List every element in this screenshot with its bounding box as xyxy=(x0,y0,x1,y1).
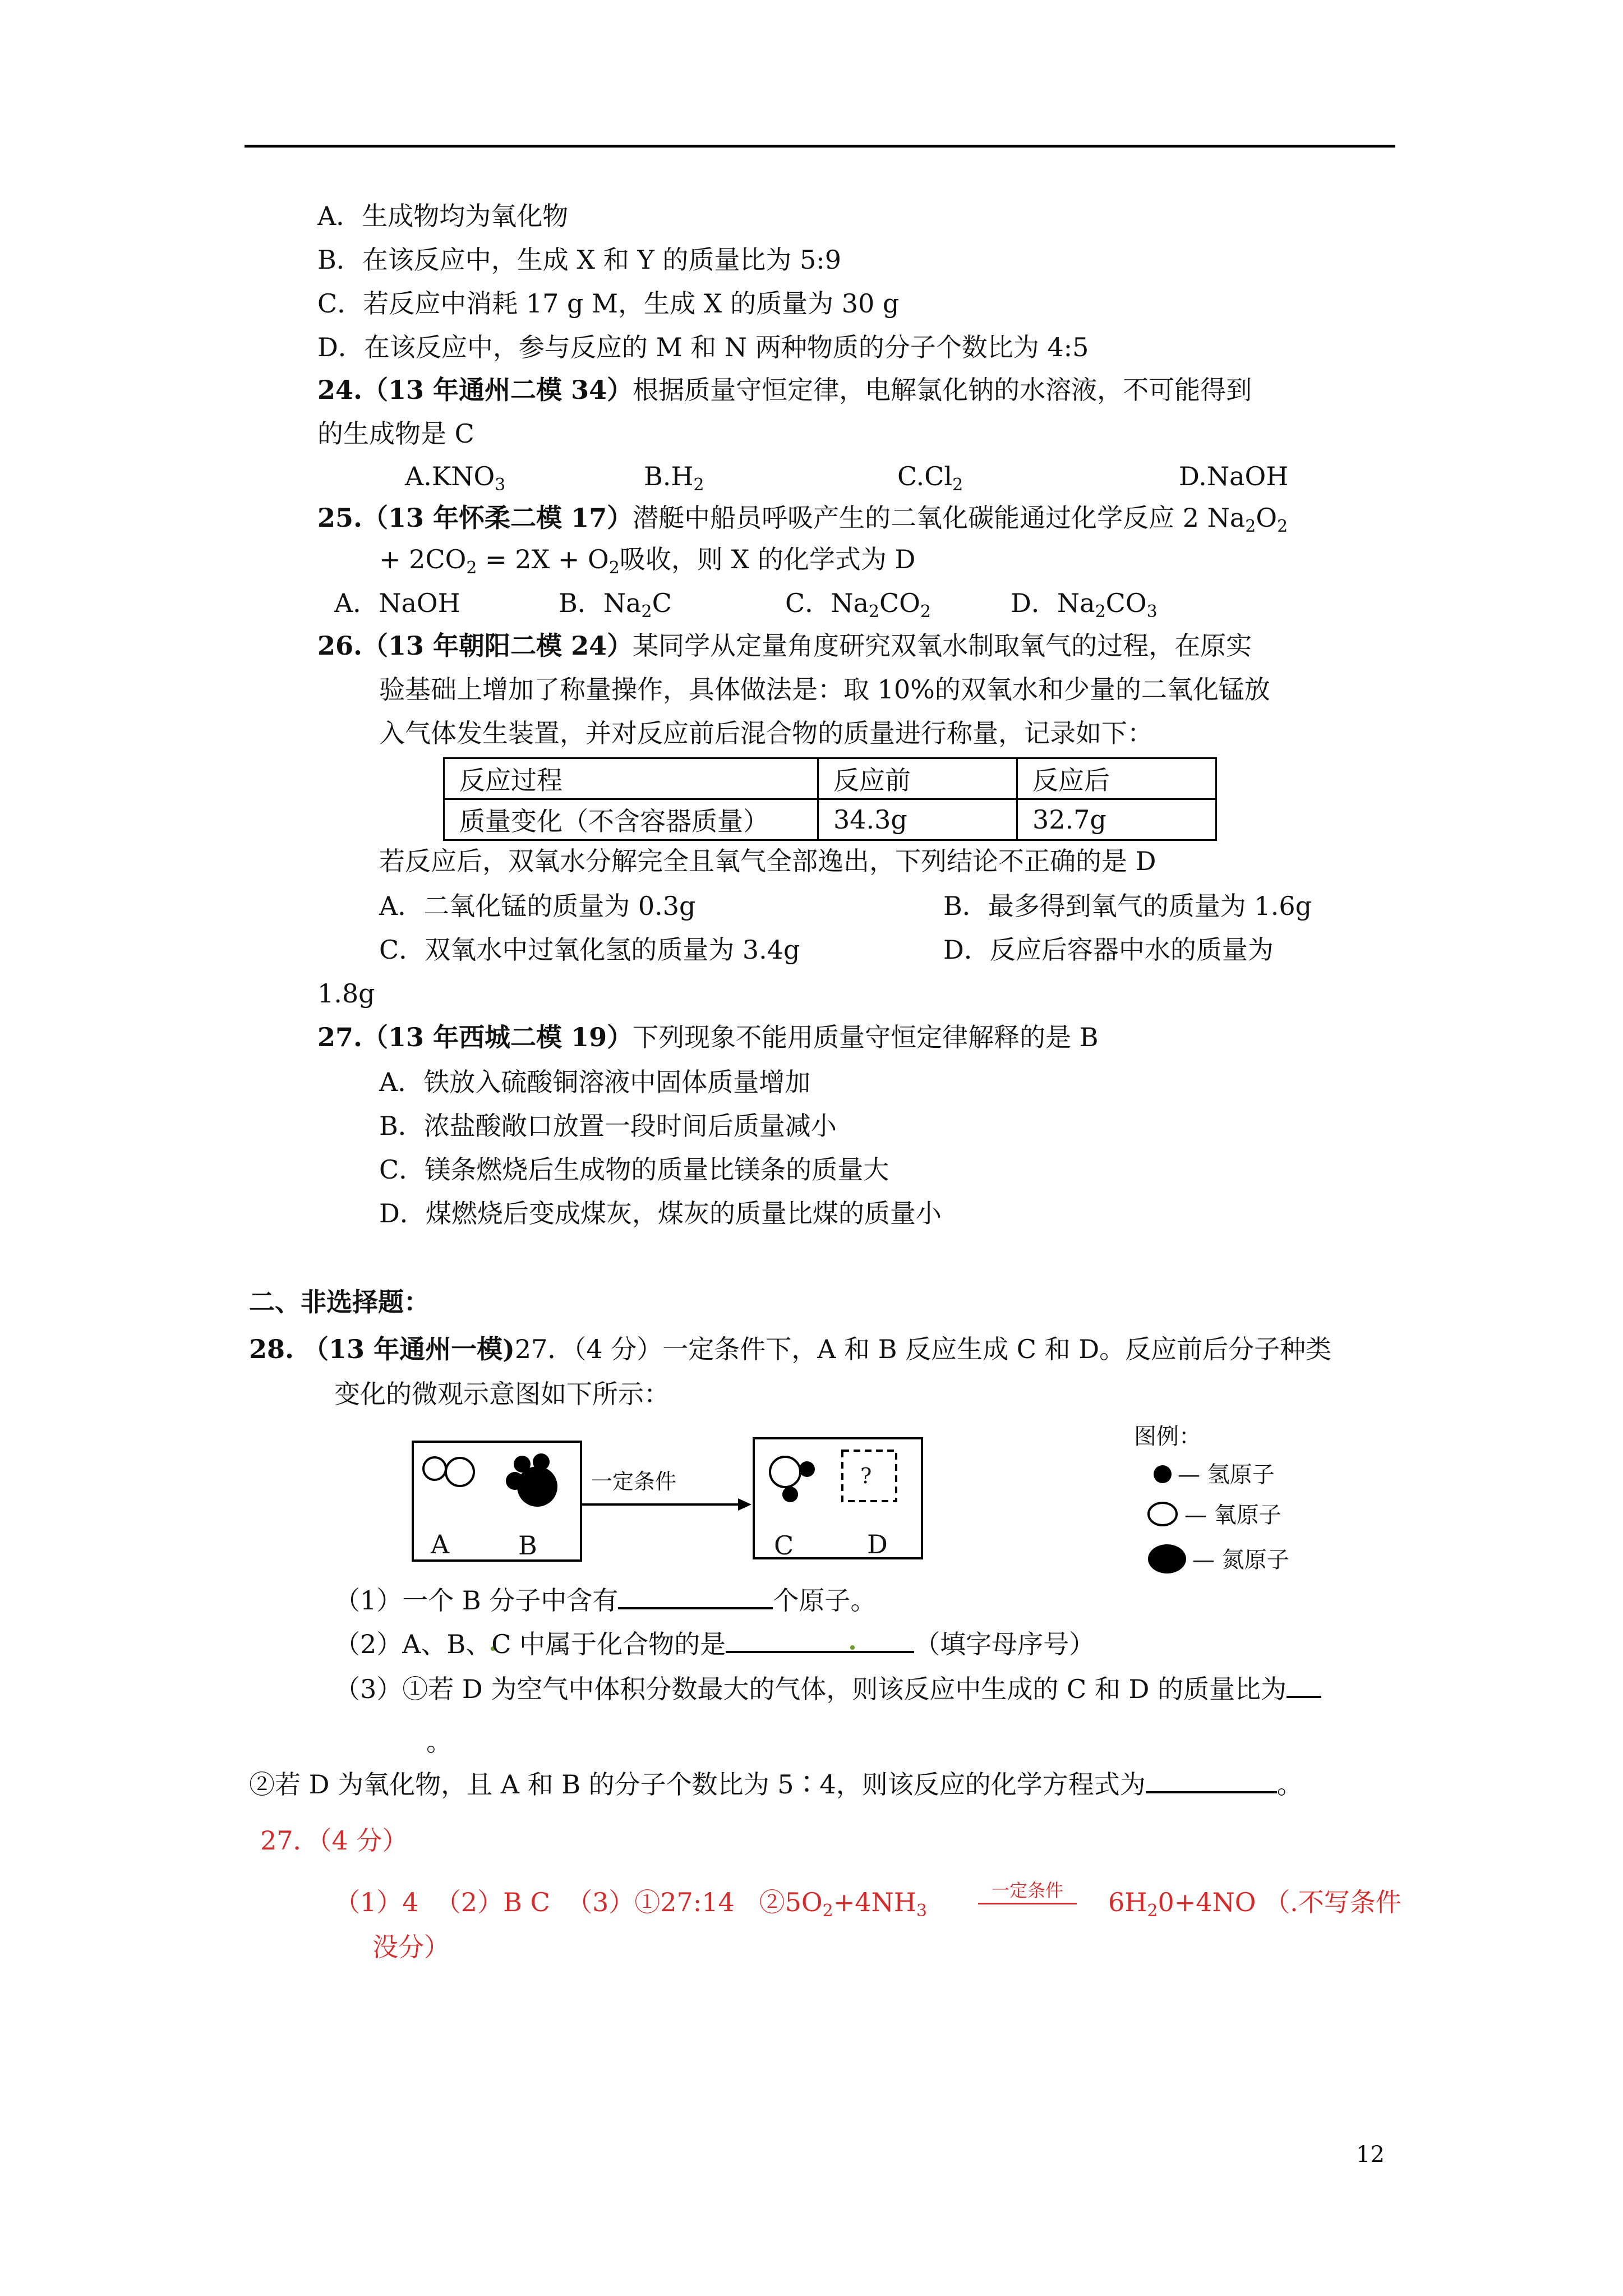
q27-option-a: A．铁放入硫酸铜溶液中固体质量增加 xyxy=(379,1067,811,1097)
q26-option-d-cont: 1.8g xyxy=(317,978,375,1009)
legend-title: 图例： xyxy=(1134,1424,1201,1450)
nitrogen-atom xyxy=(517,1466,557,1507)
q24-option-b: $B.H_2$ xyxy=(644,461,704,495)
table-header: 反应过程 xyxy=(444,758,818,799)
q24-option-c: $C.Cl_2$ xyxy=(897,461,963,495)
hydrogen-legend-marker xyxy=(1154,1465,1172,1483)
hydrogen-atom xyxy=(799,1461,815,1477)
q26-stem-line3: 入气体发生装置，并对反应前后混合物的质量进行称量，记录如下： xyxy=(379,718,1153,748)
legend-oxygen: — 氧原子 xyxy=(1184,1502,1281,1528)
nitrogen-legend-marker xyxy=(1148,1544,1186,1573)
answer-title: 27．（4 分） xyxy=(260,1825,408,1856)
equation-line xyxy=(978,1903,1077,1904)
q26-option-a: A．二氧化锰的质量为 0.3g xyxy=(379,891,696,921)
q26-option-c: C．双氧水中过氧化氢的质量为 3.4g xyxy=(379,935,800,965)
q26-option-b: B．最多得到氧气的质量为 1.6g xyxy=(943,891,1312,921)
answer-blank[interactable] xyxy=(1287,1673,1321,1698)
oxygen-legend-marker xyxy=(1149,1503,1177,1525)
q23-option-c: C．若反应中消耗 17 g M，生成 X 的质量为 30 g xyxy=(317,288,900,319)
q27-option-c: C．镁条燃烧后生成物的质量比镁条的质量大 xyxy=(379,1154,889,1185)
oxygen-atom xyxy=(770,1457,800,1487)
answer-line: （1）4 （2）B C （3）①27:14 $②5O_2+4NH_3$ xyxy=(334,1887,928,1921)
q26-stem: 26.（13 年朝阳二模 24）某同学从定量角度研究双氧水制取氧气的过程，在原实 xyxy=(317,631,1252,661)
q24-source: 24.（13 年通州二模 34） xyxy=(317,375,633,405)
q28-sub2: （2）A、B、C 中属于化合物的是 （填字母序号） xyxy=(334,1629,1095,1659)
q25-option-b: B．$Na_2C$ xyxy=(559,588,672,622)
hydrogen-atom xyxy=(782,1487,798,1502)
legend-nitrogen: — 氮原子 xyxy=(1192,1547,1289,1573)
q24-stem-line2: 的生成物是 C xyxy=(317,418,474,449)
q28-sub3-end: 。 xyxy=(426,1727,452,1757)
q25-stem: 25.（13 年怀柔二模 17）潜艇中船员呼吸产生的二氧化碳能通过化学反应 2 $Na_2O_2$ xyxy=(317,503,1288,536)
q24-option-a: $A.KNO_3$ xyxy=(405,461,506,495)
label-a: A xyxy=(431,1529,450,1559)
q28-stem-line2: 变化的微观示意图如下所示： xyxy=(334,1379,670,1409)
label-b: B xyxy=(518,1530,537,1561)
table-header: 反应后 xyxy=(1017,758,1216,799)
question-mark: ? xyxy=(860,1464,872,1488)
q25-option-a: A．NaOH xyxy=(334,588,460,618)
q26-stem-line2: 验基础上增加了称量操作，具体做法是：取 10%的双氧水和少量的二氧化锰放 xyxy=(379,674,1270,705)
table-cell: 质量变化（不含容器质量） xyxy=(444,799,818,840)
q27-stem: 27.（13 年西城二模 19）下列现象不能用质量守恒定律解释的是 B xyxy=(317,1022,1099,1052)
q25-option-c: C．$Na_2CO_2$ xyxy=(785,588,931,622)
oxygen-atom xyxy=(446,1458,474,1486)
section-heading: 二、非选择题： xyxy=(249,1287,430,1317)
oxygen-atom xyxy=(423,1457,446,1480)
reaction-arrow xyxy=(581,1498,751,1511)
q28-sub4: ②若 D 为氧化物，且 A 和 B 的分子个数比为 5∶4，则该反应的化学方程式为 。 xyxy=(249,1769,1303,1800)
page-number: 12 xyxy=(1356,2142,1385,2168)
answer-products: $6H_20+4NO$ （.不写条件 xyxy=(1108,1887,1401,1921)
q28-sub1: （1）一个 B 分子中含有 个原子。 xyxy=(334,1585,877,1616)
q26-stem-line4: 若反应后，双氧水分解完全且氧气全部逸出，下列结论不正确的是 D xyxy=(379,846,1156,876)
answer-note: 没分） xyxy=(372,1932,450,1962)
q28-stem: 28. （13 年通州一模)27．（4 分）一定条件下，A 和 B 反应生成 C 和 D。反应前后分子种类 xyxy=(249,1334,1332,1364)
q23-option-b: B．在该反应中，生成 X 和 Y 的质量比为 5:9 xyxy=(317,245,842,275)
condition-label: 一定条件 xyxy=(991,1880,1063,1901)
q25-stem-line2: + $2CO_2 = 2X + O_2$吸收，则 X 的化学式为 D xyxy=(379,544,916,578)
table-cell: 34.3g xyxy=(818,799,1017,840)
table-header: 反应前 xyxy=(818,758,1017,799)
q23-option-a: A．生成物均为氧化物 xyxy=(317,201,569,231)
table-cell: 32.7g xyxy=(1017,799,1216,840)
q28-sub3: （3）①若 D 为空气中体积分数最大的气体，则该反应中生成的 C 和 D 的质量比为 xyxy=(334,1672,1321,1706)
q27-option-b: B．浓盐酸敞口放置一段时间后质量减小 xyxy=(379,1111,837,1141)
legend-hydrogen: — 氢原子 xyxy=(1178,1462,1275,1488)
q27-option-d: D．煤燃烧后变成煤灰，煤灰的质量比煤的质量小 xyxy=(379,1198,942,1228)
q26-option-d: D．反应后容器中水的质量为 xyxy=(943,935,1274,965)
q23-option-d: D．在该反应中，参与反应的 M 和 N 两种物质的分子个数比为 4:5 xyxy=(317,332,1089,362)
answer-blank[interactable] xyxy=(726,1628,914,1653)
label-c: C xyxy=(774,1530,794,1561)
label-d: D xyxy=(867,1529,888,1559)
q24-text: 根据质量守恒定律，电解氯化钠的水溶液，不可能得到 xyxy=(633,375,1252,405)
answer-blank[interactable] xyxy=(618,1585,773,1609)
arrow-condition-label: 一定条件 xyxy=(591,1469,677,1494)
q24-option-d: D.NaOH xyxy=(1179,461,1289,491)
q25-option-d: D．$Na_2CO_3$ xyxy=(1011,588,1158,622)
answer-blank[interactable] xyxy=(1146,1769,1277,1793)
